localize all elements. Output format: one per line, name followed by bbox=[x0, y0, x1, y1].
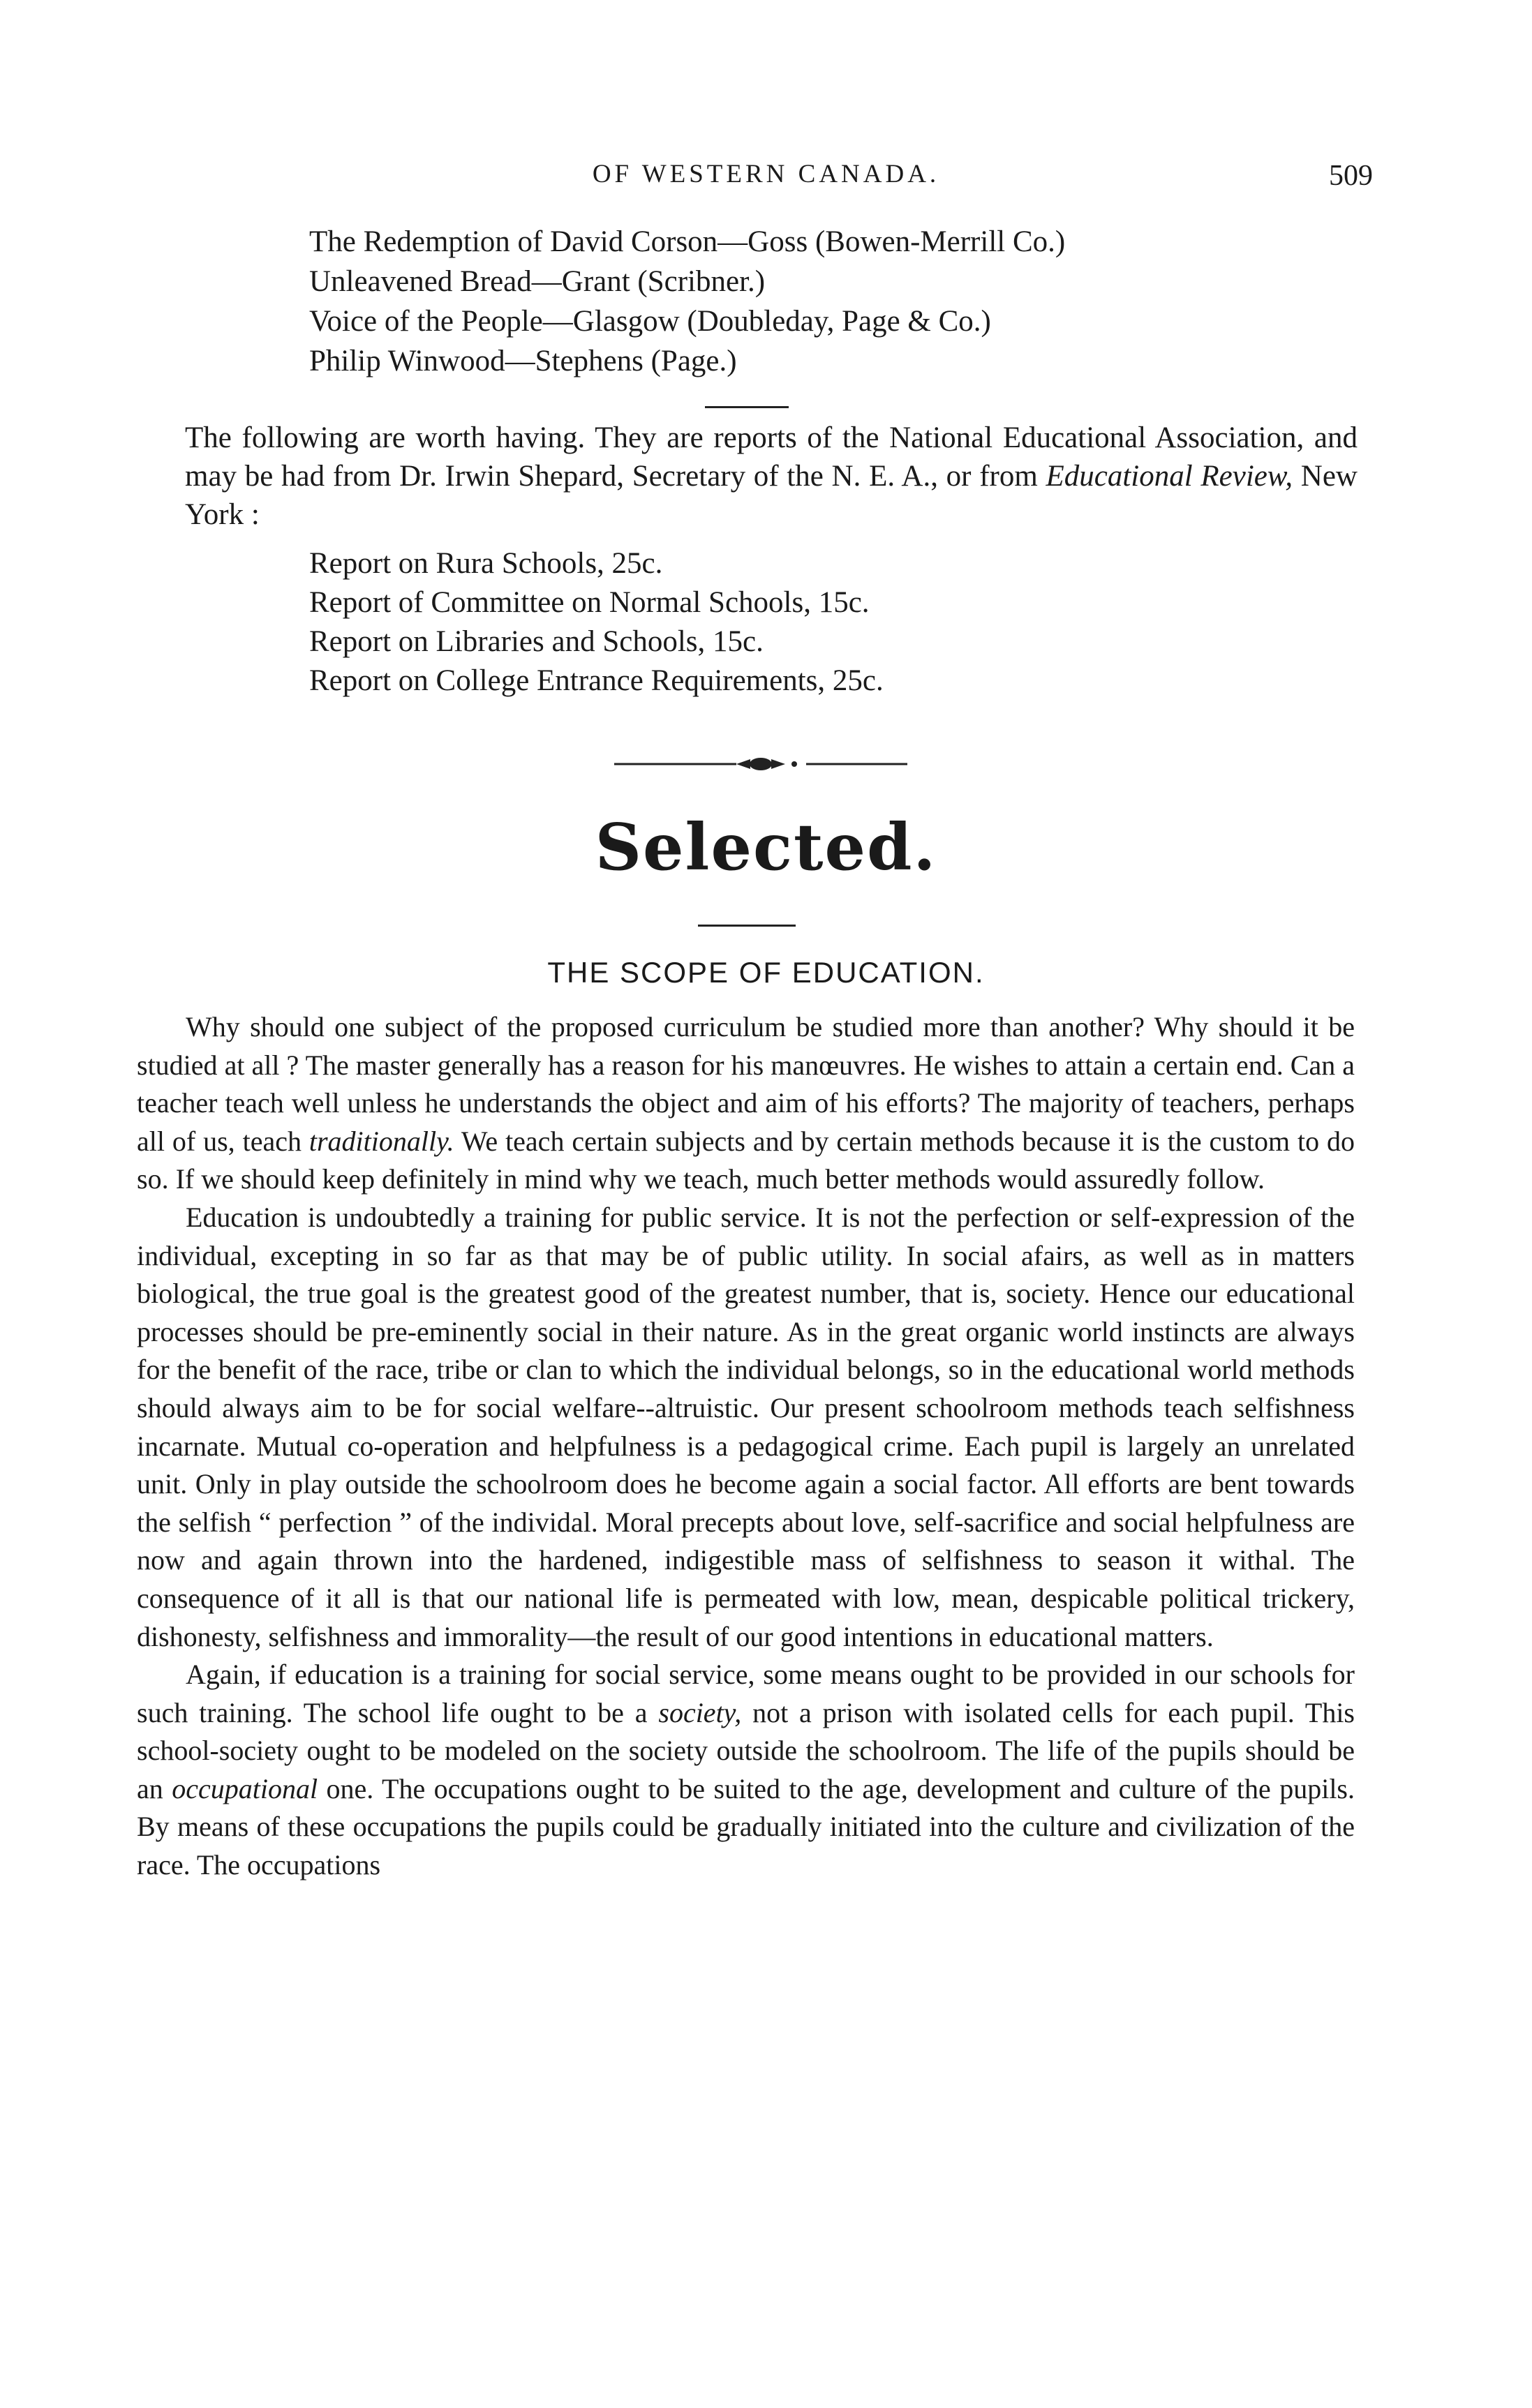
divider-rule bbox=[705, 406, 789, 408]
book-list-item: Unleavened Bread—Grant (Scribner.) bbox=[309, 265, 766, 298]
book-list bbox=[309, 222, 1065, 381]
paragraph: Education is undoubtedly a training for public service. It is not the perfection or self-expression of the individual, excepting in so far as that may be of public utility. In social afairs, as well as in matters biological, the true goal is the greatest good of the greatest number, that is, society. Hence our educational processes should be pre-eminently social in their nature. As in the great organic world instincts are always for the benefit of the race, tribe or clan to which the individual belongs, so in the educational world methods should always aim to be for social welfare--altruistic. Our present schoolroom methods teach selfishness incarnate. Mutual co-operation and helpfulness is a pedagogical crime. Each pupil is largely an unrelated unit. Only in play outside the schoolroom does he become again a social factor. All efforts are bent towards the selfish “ perfection ” of the individal. Moral precepts about love, self-sacrifice and social helpfulness are now and again thrown into the hardened, indigestible mass of selfishness to season it withal. The consequence of it all is that our national life is permeated with low, mean, despicable political trickery, dishonesty, selfishness and immorality—the result of our good intentions in educational matters. bbox=[137, 1201, 1355, 1652]
intro-paragraph bbox=[185, 419, 1358, 534]
page-number: 509 bbox=[1329, 160, 1373, 192]
paragraph-text: We teach certain subjects and by certain methods because it is the custom to do so. If we should keep definitely in mind why we teach, much better methods would assuredly follow. bbox=[137, 1125, 1355, 1195]
report-item: Report on Libraries and Schools, 15c. bbox=[309, 625, 764, 658]
paragraph-text: Why should one subject of the proposed curriculum be studied more than another? Why should it be studied at all ? The master generally has a reason for his manœuvres. He wishes to attain a certain end. Can a teacher teach well unless he understands the object and aim of his efforts? The majority of teachers, perhaps all of us, teach bbox=[137, 1011, 1355, 1157]
paragraph-text: Again, if education is a training for social service, some means ought to be provided in our schools for such training. The school life ought to be a bbox=[137, 1659, 1355, 1728]
article-title: THE SCOPE OF EDUCATION. bbox=[547, 956, 985, 989]
running-head bbox=[0, 159, 1532, 201]
running-title: OF WESTERN CANADA. bbox=[592, 160, 940, 188]
intro-italic-title: Educational Review, bbox=[1046, 460, 1293, 493]
report-item: Report of Committee on Normal Schools, 15c. bbox=[309, 586, 870, 619]
italic-text: traditionally. bbox=[308, 1125, 454, 1157]
report-item: Report on College Entrance Requirements, 25c. bbox=[309, 664, 884, 697]
book-list-item: The Redemption of David Corson—Goss (Bowen-Merrill Co.) bbox=[309, 225, 1066, 258]
intro-text-end: New York : bbox=[185, 460, 1358, 531]
paragraph bbox=[137, 1656, 1355, 1885]
book-list-item: Voice of the People—Glasgow (Doubleday, Page & Co.) bbox=[309, 305, 991, 338]
divider-rule bbox=[698, 925, 796, 927]
italic-text: society, bbox=[658, 1696, 742, 1728]
intro-text: The following are worth having. They are reports of the National Educational Association, and may be had from Dr. Irwin Shepard, Secretary of the N. E. A., or from bbox=[185, 421, 1358, 493]
paragraph bbox=[137, 1008, 1355, 1199]
section-title: Selected. bbox=[595, 809, 937, 885]
ornament-divider bbox=[607, 750, 914, 778]
report-item: Report on Rura Schools, 25c. bbox=[309, 547, 663, 580]
paragraph-text: one. The occupations ought to be suited to the age, development and culture of the pupils. By means of these occupations the pupils could be gradually initiated into the culture and civilization of the race. The occupations bbox=[137, 1772, 1355, 1881]
italic-text: occupational bbox=[172, 1772, 318, 1804]
article-body bbox=[137, 1008, 1355, 1885]
paragraph-text: not a prison with isolated cells for each pupil. This school-society ought to be modeled on the society outside the schoolroom. The life of the pupils should be an bbox=[137, 1696, 1355, 1804]
book-list-item: Philip Winwood—Stephens (Page.) bbox=[309, 345, 737, 377]
reports-list bbox=[309, 544, 884, 701]
